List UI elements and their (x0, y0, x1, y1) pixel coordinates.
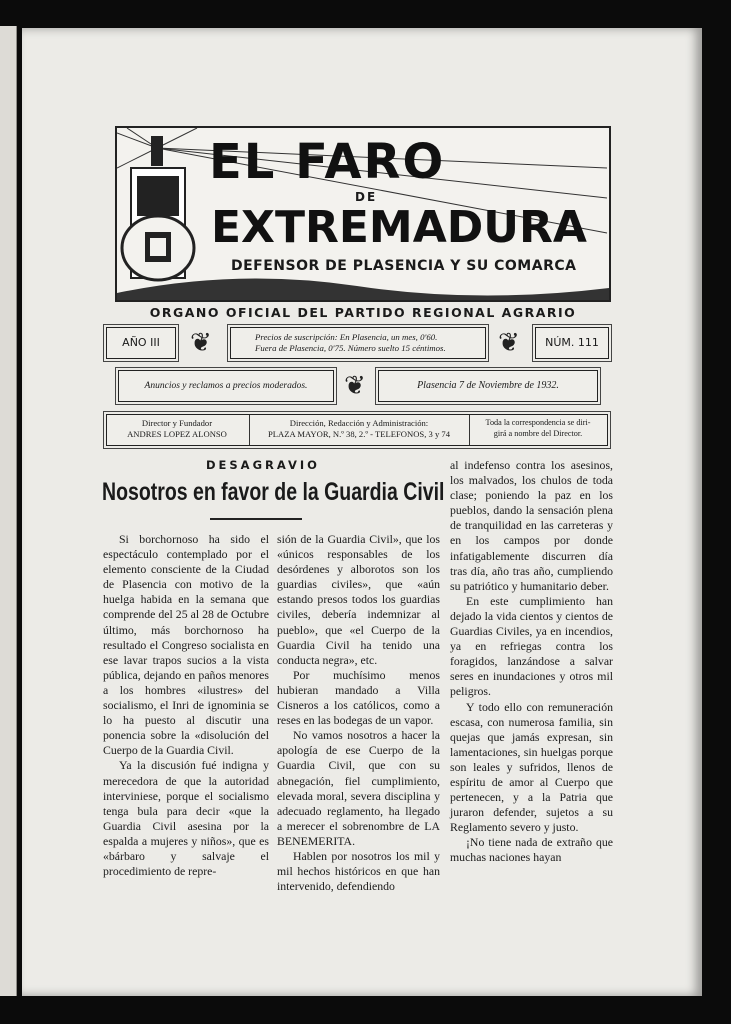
article-column-2 (277, 532, 440, 894)
precios-line1: Precios de suscripción: En Plasencia, un mes, 0'60. (255, 332, 438, 342)
anuncios-text: Anuncios y reclamos a precios moderados. (144, 381, 308, 391)
ano-label: AÑO III (122, 336, 160, 349)
direccion-label: Dirección, Redacción y Administración: (289, 418, 429, 428)
ano-box (106, 327, 176, 359)
paragraph: No vamos nosotros a hacer la apología de ese Cuerpo de la Guardia Civil, que con su abnegación, fiel cumplimiento, elevada moral, severa disciplina y adecuado reglamento, ha llegado a merecer el sobrenombre de LA BENEMERITA. (277, 728, 440, 848)
paragraph: Hablen por nosotros los mil y mil hechos históricos en que han intervenido, defendiendo (277, 848, 440, 894)
masthead-title-line2: EXTREMADURA (211, 202, 587, 253)
ornament-icon: ❦ (498, 328, 520, 357)
num-box (535, 327, 609, 359)
fecha-text: Plasencia 7 de Noviembre de 1932. (417, 380, 559, 391)
paragraph: Ya la discusión fué indigna y merecedora de que la autoridad interviniese, porque el socialismo tenga bula para decir «que la Guardia Civil asesina por la espalda a mujeres y niños», que es «bárbaro y salvaje el procedimiento de repre- (103, 758, 269, 879)
director-name: ANDRES LOPEZ ALONSO (127, 428, 227, 439)
paragraph: Por muchísimo menos hubieran mandado a Villa Cisneros a los católicos, como a reses en las bodegas de un vapor. (277, 667, 440, 728)
direccion-value: PLAZA MAYOR, N.º 38, 2.º - TELEFONOS, 3 y 74 (268, 428, 450, 439)
paragraph: Si borchornoso ha sido el espectáculo contemplado por el elemento consciente de la Ciudad de Plasencia con motivo de la huelga habida en la semana que comprende del 25 al 28 de Octubre último, más borchornoso ha resultado el Congreso socialista en ese lavar trapos sucios a la vista pública, dejando en paños menores a los hombres «ilustres» del socialismo, el Inri de ignominia se lo ha puesto al discutir una ponencia sobre la «disolución del Cuerpo de la Guardia Civil. (103, 532, 269, 758)
contact-box (106, 414, 608, 446)
headline-rule (210, 518, 302, 520)
paragraph: En este cumplimiento han dejado la vida cientos y cientos de Guardias Civiles, ya en incendios, ya en refriegas contra los foragidos, lanzándose a salvar seres en inundaciones y otros mil peligros. (450, 593, 613, 699)
anuncios-box (118, 370, 334, 402)
divider (249, 415, 250, 445)
direccion-block (253, 418, 465, 439)
director-label: Director y Fundador (141, 418, 213, 428)
article-column-1 (103, 532, 269, 879)
divider (469, 415, 470, 445)
masthead-title-de: DE (355, 190, 378, 204)
article-column-3 (450, 458, 613, 866)
masthead-subtitle: DEFENSOR DE PLASENCIA Y SU COMARCA (231, 258, 577, 274)
article-headline: Nosotros en favor de la Guardia Civil (102, 478, 445, 506)
fecha-box (378, 370, 598, 402)
previous-page-edge (0, 26, 17, 996)
paragraph: al indefenso contra los asesinos, los malvados, los chulos de toda clase; poniendo la paz en los pueblos, dando la sensación plena de tranquilidad en las carreteras y en los campos por donde infatigablemente discurren día tras día, año tras año, cumpliendo su patriótico y humanitario deber. (450, 458, 613, 593)
correspondencia-line2: girá a nombre del Director. (493, 428, 583, 438)
organo-line: ORGANO OFICIAL DEL PARTIDO REGIONAL AGRARIO (149, 305, 577, 320)
correspondencia-line1: Toda la correspondencia se diri- (485, 418, 591, 427)
correspondencia-block (473, 418, 603, 439)
paragraph: sión de la Guardia Civil», que los «únicos responsables de los desórdenes y alborotos son los guardias civiles», que «aún estando presos todos los guardias civiles, debería indemnizar al pueblo», que «el Cuerpo de la Guardia Civil ha tenido una conducta negra», etc. (277, 532, 440, 667)
ornament-icon: ❦ (190, 328, 212, 357)
paragraph: ¡No tiene nada de extraño que muchas naciones hayan (450, 835, 613, 865)
director-block (107, 418, 247, 439)
masthead-title-line1: EL FARO (209, 134, 446, 190)
ornament-icon: ❦ (344, 371, 366, 400)
masthead (115, 126, 611, 302)
precios-line2: Fuera de Plasencia, 0'75. Número suelto 15 céntimos. (255, 343, 446, 353)
precios-box (230, 327, 486, 359)
article-kicker: DESAGRAVIO (206, 458, 320, 472)
num-label: NÚM. 111 (545, 336, 599, 349)
paragraph: Y todo ello con remuneración escasa, con numerosa familia, sin quejas que jamás expresan, sin lamentaciones, sin huelgas porque son leales y sufridos, llenos de espíritu de amor al Cuerpo que pertenecen, y a la Patria que juraron defender, sujetos a su Reglamento severo y justo. (450, 699, 613, 835)
